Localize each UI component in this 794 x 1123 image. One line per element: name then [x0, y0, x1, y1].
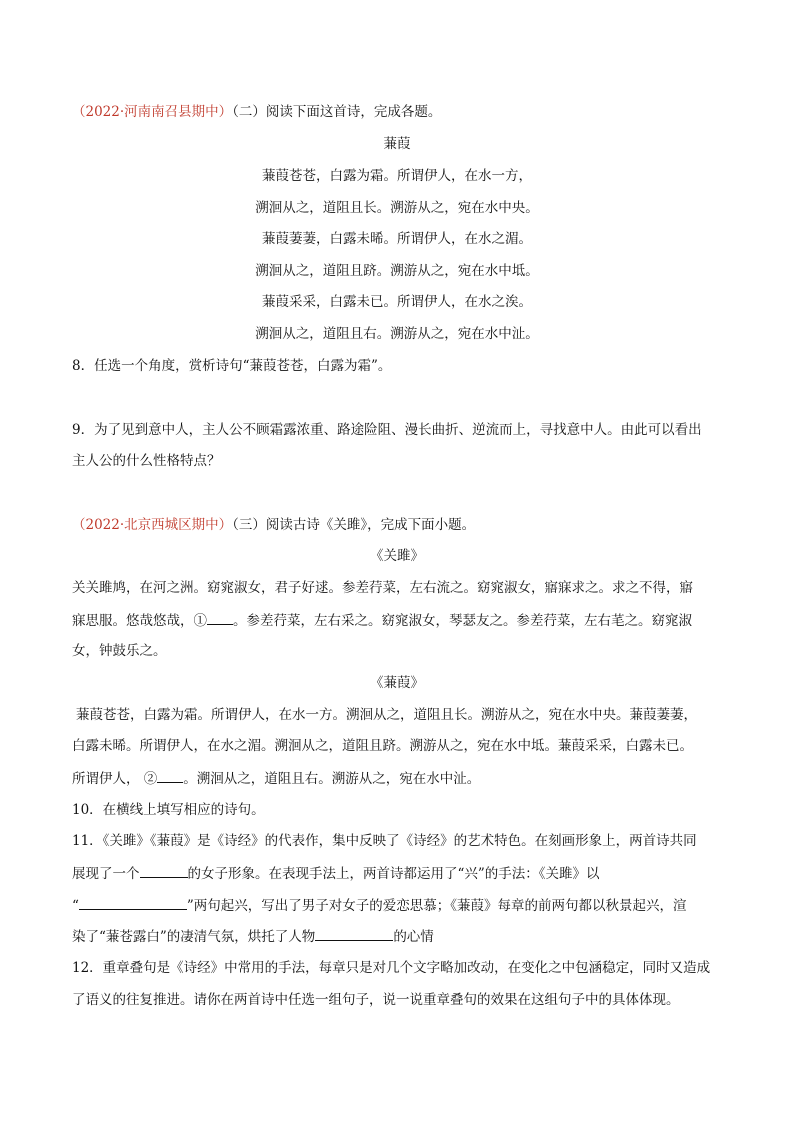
poem-line: 蒹葭苍苍，白露为霜。所谓伊人，在水一方， [262, 168, 532, 184]
question-11-line-3: “ ”两句起兴，写出了男子对女子的爱恋思慕；《蒹葭》每章的前两句都以秋景起兴，渲 [72, 895, 722, 916]
section-2-heading [72, 102, 722, 122]
jianjia-text-line: 蒹葭苍苍，白露为霜。所谓伊人，在水一方。溯洄从之，道阻且长。溯游从之，宛在水中央。蒹葭萋萋， [76, 707, 697, 723]
question-9-line-1: 9．为了见到意中人，主人公不顾霜露浓重、路途险阻、漫长曲折、逆流而上，寻找意中人。由此可以看出 [72, 422, 702, 438]
section-3-source: （2022·北京西城区期中） [72, 517, 233, 533]
guanju-text-line: 女，钟鼓乐之。 [72, 643, 167, 659]
section-3-heading [72, 515, 722, 535]
answer-blank[interactable] [207, 610, 233, 625]
section-2-intro: （二）阅读下面这首诗，完成各题。 [232, 104, 442, 120]
question-9-line-2: 主人公的什么性格特点？ [72, 453, 221, 469]
question-11-line-2: 展现了一个 的女子形象。在表现手法上，两首诗都运用了“兴”的手法：《关雎》以 [72, 863, 722, 884]
answer-blank[interactable] [157, 768, 183, 783]
question-12-line-1: 12．重章叠句是《诗经》中常用的手法，每章只是对几个文字略加改动，在变化之中包涵稳定，同时又造成 [72, 960, 711, 976]
poem-line: 溯洄从之，道阻且跻。溯游从之，宛在水中坻。 [255, 263, 539, 279]
section-2-source: （2022·河南南召县期中） [72, 104, 233, 120]
poem-line: 蒹葭采采，白露未已。所谓伊人，在水之涘。 [262, 294, 532, 310]
answer-blank[interactable] [79, 895, 187, 910]
section-3-intro: （三）阅读古诗《关雎》，完成下面小题。 [232, 517, 476, 533]
question-11-line-1: 11．《关雎》《蒹葭》是《诗经》的代表作，集中反映了《诗经》的艺术特色。在刻画形象上，两首诗共同 [72, 833, 697, 849]
jianjia-text-line: 所谓伊人， ② 。溯洄从之，道阻且右。溯游从之，宛在水中沚。 [72, 768, 722, 789]
jianjia-title: 《蒹葭》 [370, 675, 424, 691]
guanju-text-line: 关关雎鸠，在河之洲。窈窕淑女，君子好逑。参差荇菜，左右流之。窈窕淑女，寤寐求之。求之不得，寤 [72, 580, 693, 596]
poem-line: 蒹葭萋萋，白露未晞。所谓伊人，在水之湄。 [262, 231, 532, 247]
poem-line: 溯洄从之，道阻且长。溯游从之，宛在水中央。 [255, 200, 539, 216]
answer-blank[interactable] [140, 863, 188, 878]
question-8: 8．任选一个角度，赏析诗句“蒹葭苍苍，白露为霜”。 [72, 358, 392, 374]
question-11-line-4: 染了“蒹苍露白”的凄清气氛，烘托了人物 的心情 [72, 926, 722, 947]
jianjia-text-line: 白露未晞。所谓伊人，在水之湄。溯洄从之，道阻且跻。溯游从之，宛在水中坻。蒹葭采采，白露未已。 [72, 738, 693, 754]
poem-line: 溯洄从之，道阻且右。溯游从之，宛在水中沚。 [255, 326, 539, 342]
guanju-title: 《关雎》 [370, 548, 424, 564]
poem-title: 蒹葭 [383, 136, 411, 152]
question-10: 10．在横线上填写相应的诗句。 [72, 802, 265, 818]
guanju-text-line: 寐思服。悠哉悠哉，① 。参差荇菜，左右采之。窈窕淑女，琴瑟友之。参差荇菜，左右芼之。窈窕淑 [72, 610, 722, 631]
answer-blank[interactable] [315, 926, 393, 941]
question-12-line-2: 了语义的往复推进。请你在两首诗中任选一组句子，说一说重章叠句的效果在这组句子中的具体体现。 [72, 992, 680, 1008]
